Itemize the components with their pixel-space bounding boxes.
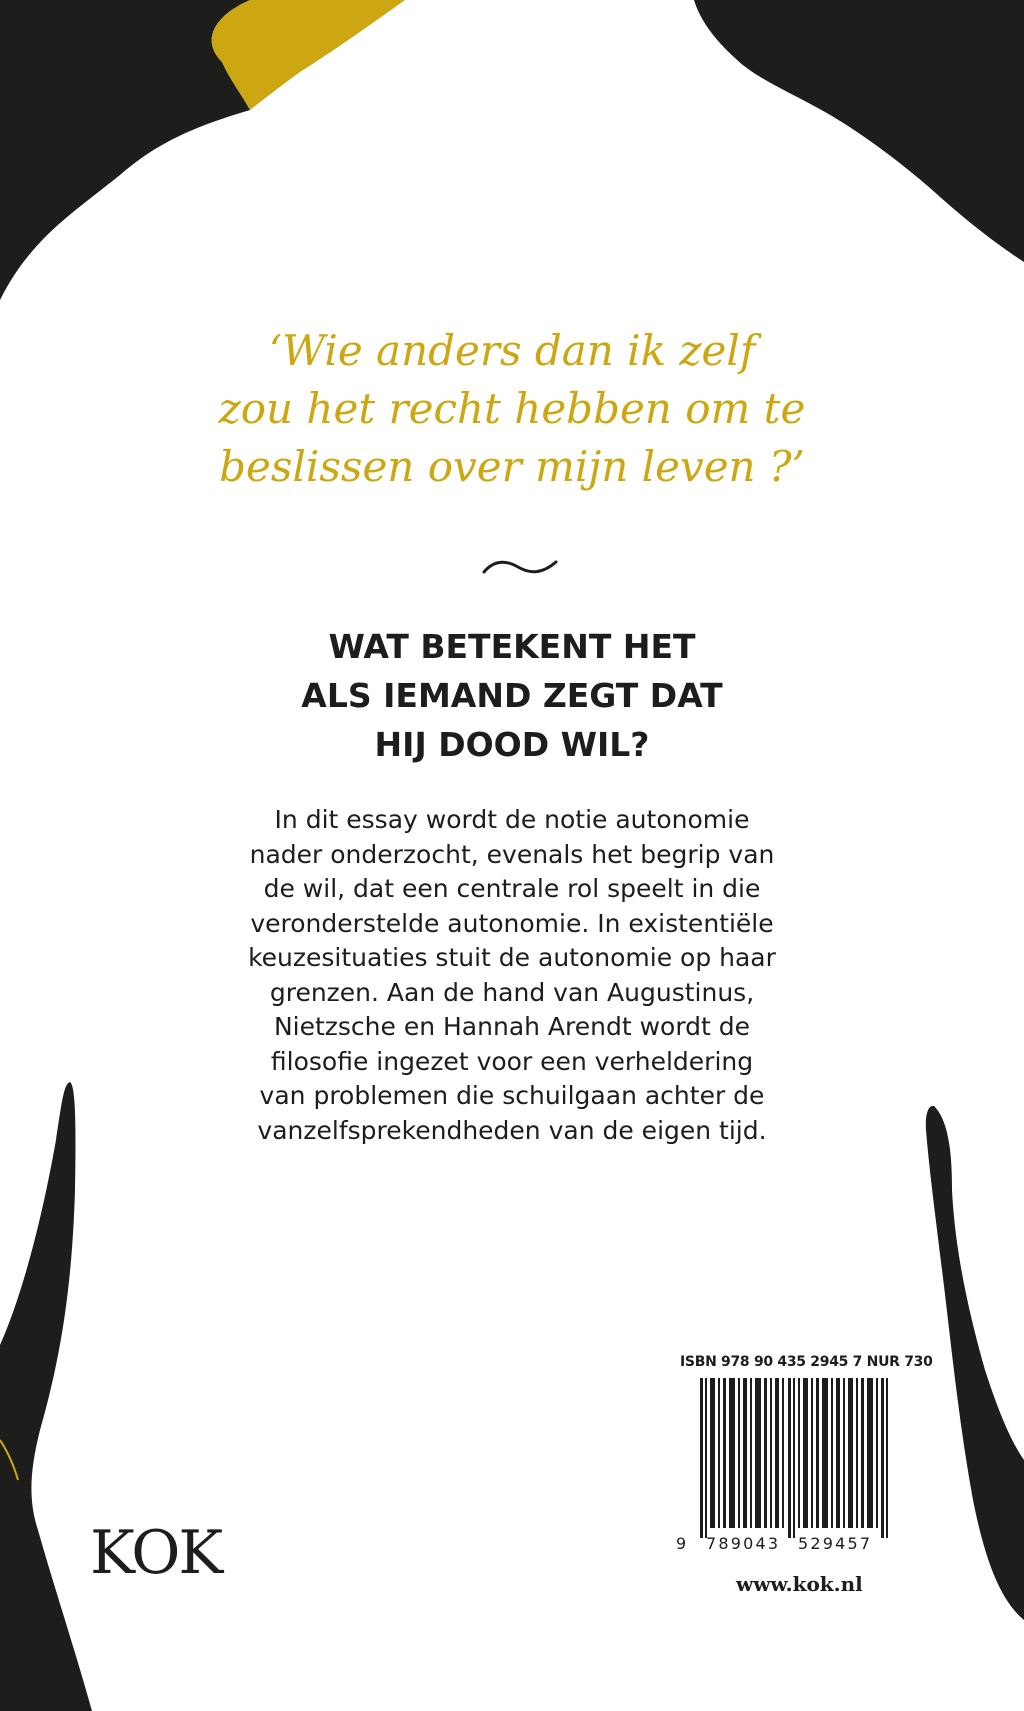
description-line: Nietzsche en Hannah Arendt wordt de [273,1012,751,1041]
quote-line: ‘Wie anders dan ik zelf [268,326,756,375]
tilde-swirl-icon [480,556,560,578]
right-shoulder-shape [694,0,1024,262]
pull-quote [180,322,844,496]
quote-line: beslissen over mijn leven ?’ [219,442,805,491]
heading-line: HIJ DOOD WIL? [374,725,650,764]
description-line: van problemen die schuilgaan achter de [259,1081,765,1110]
description-line: vanzelfsprekendheden van de eigen tijd. [257,1115,767,1145]
heading-line: ALS IEMAND ZEGT DAT [301,676,723,715]
barcode-left-group: 789043 [706,1534,781,1553]
description-line: de wil, dat een centrale rol speelt in die [263,874,761,903]
barcode-first-digit: 9 [676,1534,689,1553]
barcode [676,1378,916,1550]
book-description [220,803,804,1148]
description-line: nader onderzocht, evenals het begrip van [249,839,775,869]
cover-heading [200,622,824,769]
description-line: In dit essay wordt de notie autonomie [274,805,750,834]
gold-chin-shape [212,0,405,110]
heading-line: WAT BETEKENT HET [328,627,696,666]
description-line: veronderstelde autonomie. In existentiële [250,908,774,938]
quote-line: zou het recht hebben om te [218,384,806,433]
barcode-right-group: 529457 [798,1534,873,1553]
isbn-label: ISBN 978 90 435 2945 7 NUR 730 [680,1354,933,1370]
barcode-bars [676,1378,916,1538]
publisher-logo: KOK [90,1518,222,1588]
description-line: filosofie ingezet voor een verheldering [270,1046,754,1076]
left-body-shape [0,1082,92,1711]
publisher-website: www.kok.nl [736,1572,863,1596]
description-line: grenzen. Aan de hand van Augustinus, [269,977,755,1007]
description-line: keuzesituaties stuit de autonomie op haar [248,943,776,972]
right-arm-shape [926,1106,1024,1620]
